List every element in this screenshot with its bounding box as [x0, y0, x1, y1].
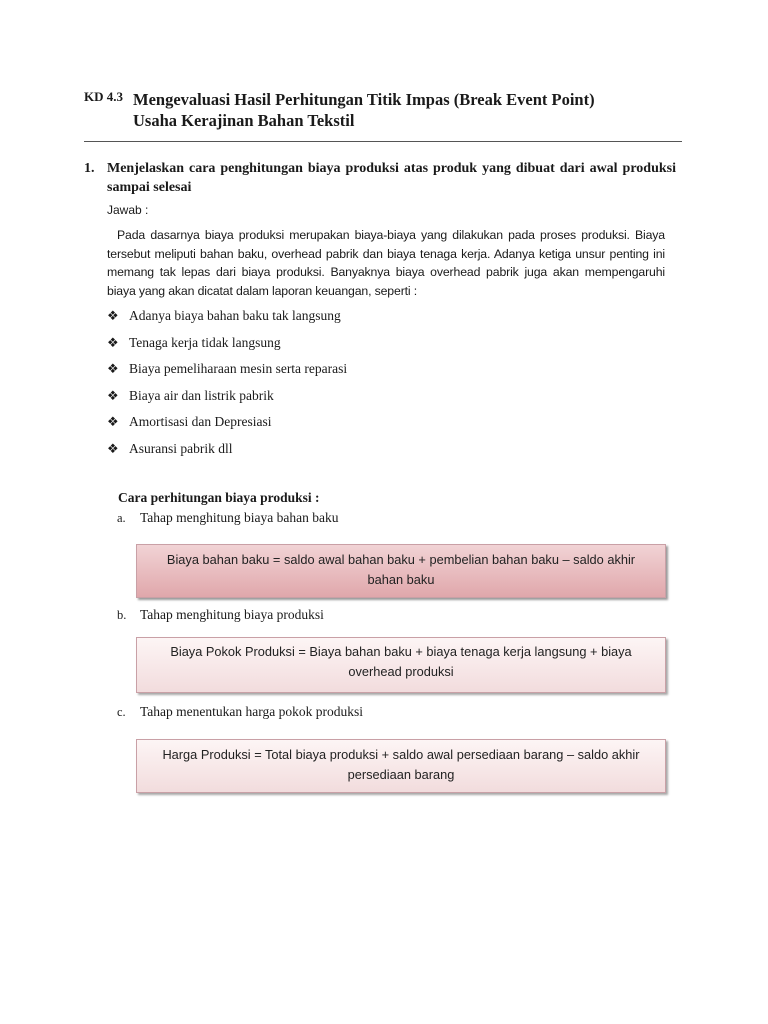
list-item	[107, 359, 347, 386]
kd-label: KD 4.3	[84, 89, 123, 104]
list-item	[107, 439, 347, 466]
formula-line: Biaya Pokok Produksi = Biaya bahan baku + biaya tenaga kerja langsung + biaya	[170, 644, 632, 659]
step-label: Tahap menghitung biaya produksi	[140, 607, 324, 622]
list-item-text: Tenaga kerja tidak langsung	[129, 334, 281, 350]
list-item-text: Biaya air dan listrik pabrik	[129, 387, 274, 403]
diamond-bullet-icon: ❖	[107, 334, 119, 350]
calculation-heading: Cara perhitungan biaya produksi :	[118, 490, 320, 505]
step-letter: b.	[117, 608, 127, 622]
step-a	[117, 510, 339, 526]
diamond-bullet-icon: ❖	[107, 387, 119, 403]
step-b	[117, 607, 324, 623]
step-label: Tahap menentukan harga pokok produksi	[140, 704, 364, 719]
list-item	[107, 412, 347, 439]
list-item	[107, 333, 347, 360]
formula-line: persediaan barang	[347, 767, 455, 782]
title-line-2: Usaha Kerajinan Bahan Tekstil	[133, 111, 355, 130]
overhead-list	[107, 306, 347, 465]
step-letter: c.	[117, 705, 126, 719]
header-divider	[84, 141, 682, 142]
list-item-text: Amortisasi dan Depresiasi	[129, 414, 272, 429]
formula-box-production-cost	[136, 637, 666, 693]
answer-label: Jawab :	[107, 203, 149, 217]
step-label: Tahap menghitung biaya bahan baku	[140, 510, 339, 525]
question-number: 1.	[84, 161, 95, 176]
list-item-text: Adanya biaya bahan baku tak langsung	[129, 308, 341, 323]
question-1	[84, 159, 676, 197]
formula-box-cost-of-goods	[136, 739, 666, 793]
question-text: Menjelaskan cara penghitungan biaya produksi atas produk yang dibuat dari awal produksi sampai selesai	[107, 161, 676, 195]
list-item-text: Asuransi pabrik dll	[129, 440, 233, 456]
formula-line: Harga Produksi = Total biaya produksi + saldo awal persediaan barang – saldo akhir	[162, 747, 640, 762]
answer-paragraph-text: Pada dasarnya biaya produksi merupakan biaya-biaya yang dilakukan pada proses produksi. Biaya tersebut meliputi bahan baku, overhead pabrik dan biaya tenaga kerja. Adanya ketiga unsur penting ini memang tak lepas dari biaya produksi. Banyaknya biaya overhead pabrik juga akan mempengaruhi biaya yang akan dicatat dalam laporan keuangan, seperti :	[107, 228, 665, 298]
formula-line: Biaya bahan baku = saldo awal bahan baku + pembelian bahan baku – saldo akhir	[166, 552, 636, 567]
list-item	[107, 306, 347, 333]
formula-line: bahan baku	[367, 572, 435, 587]
step-c	[117, 704, 363, 720]
diamond-bullet-icon: ❖	[107, 361, 119, 376]
diamond-bullet-icon: ❖	[107, 440, 119, 456]
list-item	[107, 386, 347, 413]
step-letter: a.	[117, 511, 126, 525]
formula-box-raw-material	[136, 544, 666, 598]
page-title	[133, 89, 595, 131]
title-line-1: Mengevaluasi Hasil Perhitungan Titik Impas (Break Event Point)	[133, 90, 595, 109]
formula-line: overhead produksi	[348, 664, 454, 679]
diamond-bullet-icon: ❖	[107, 308, 119, 323]
list-item-text: Biaya pemeliharaan mesin serta reparasi	[129, 361, 348, 376]
diamond-bullet-icon: ❖	[107, 414, 119, 429]
answer-paragraph	[107, 226, 665, 300]
